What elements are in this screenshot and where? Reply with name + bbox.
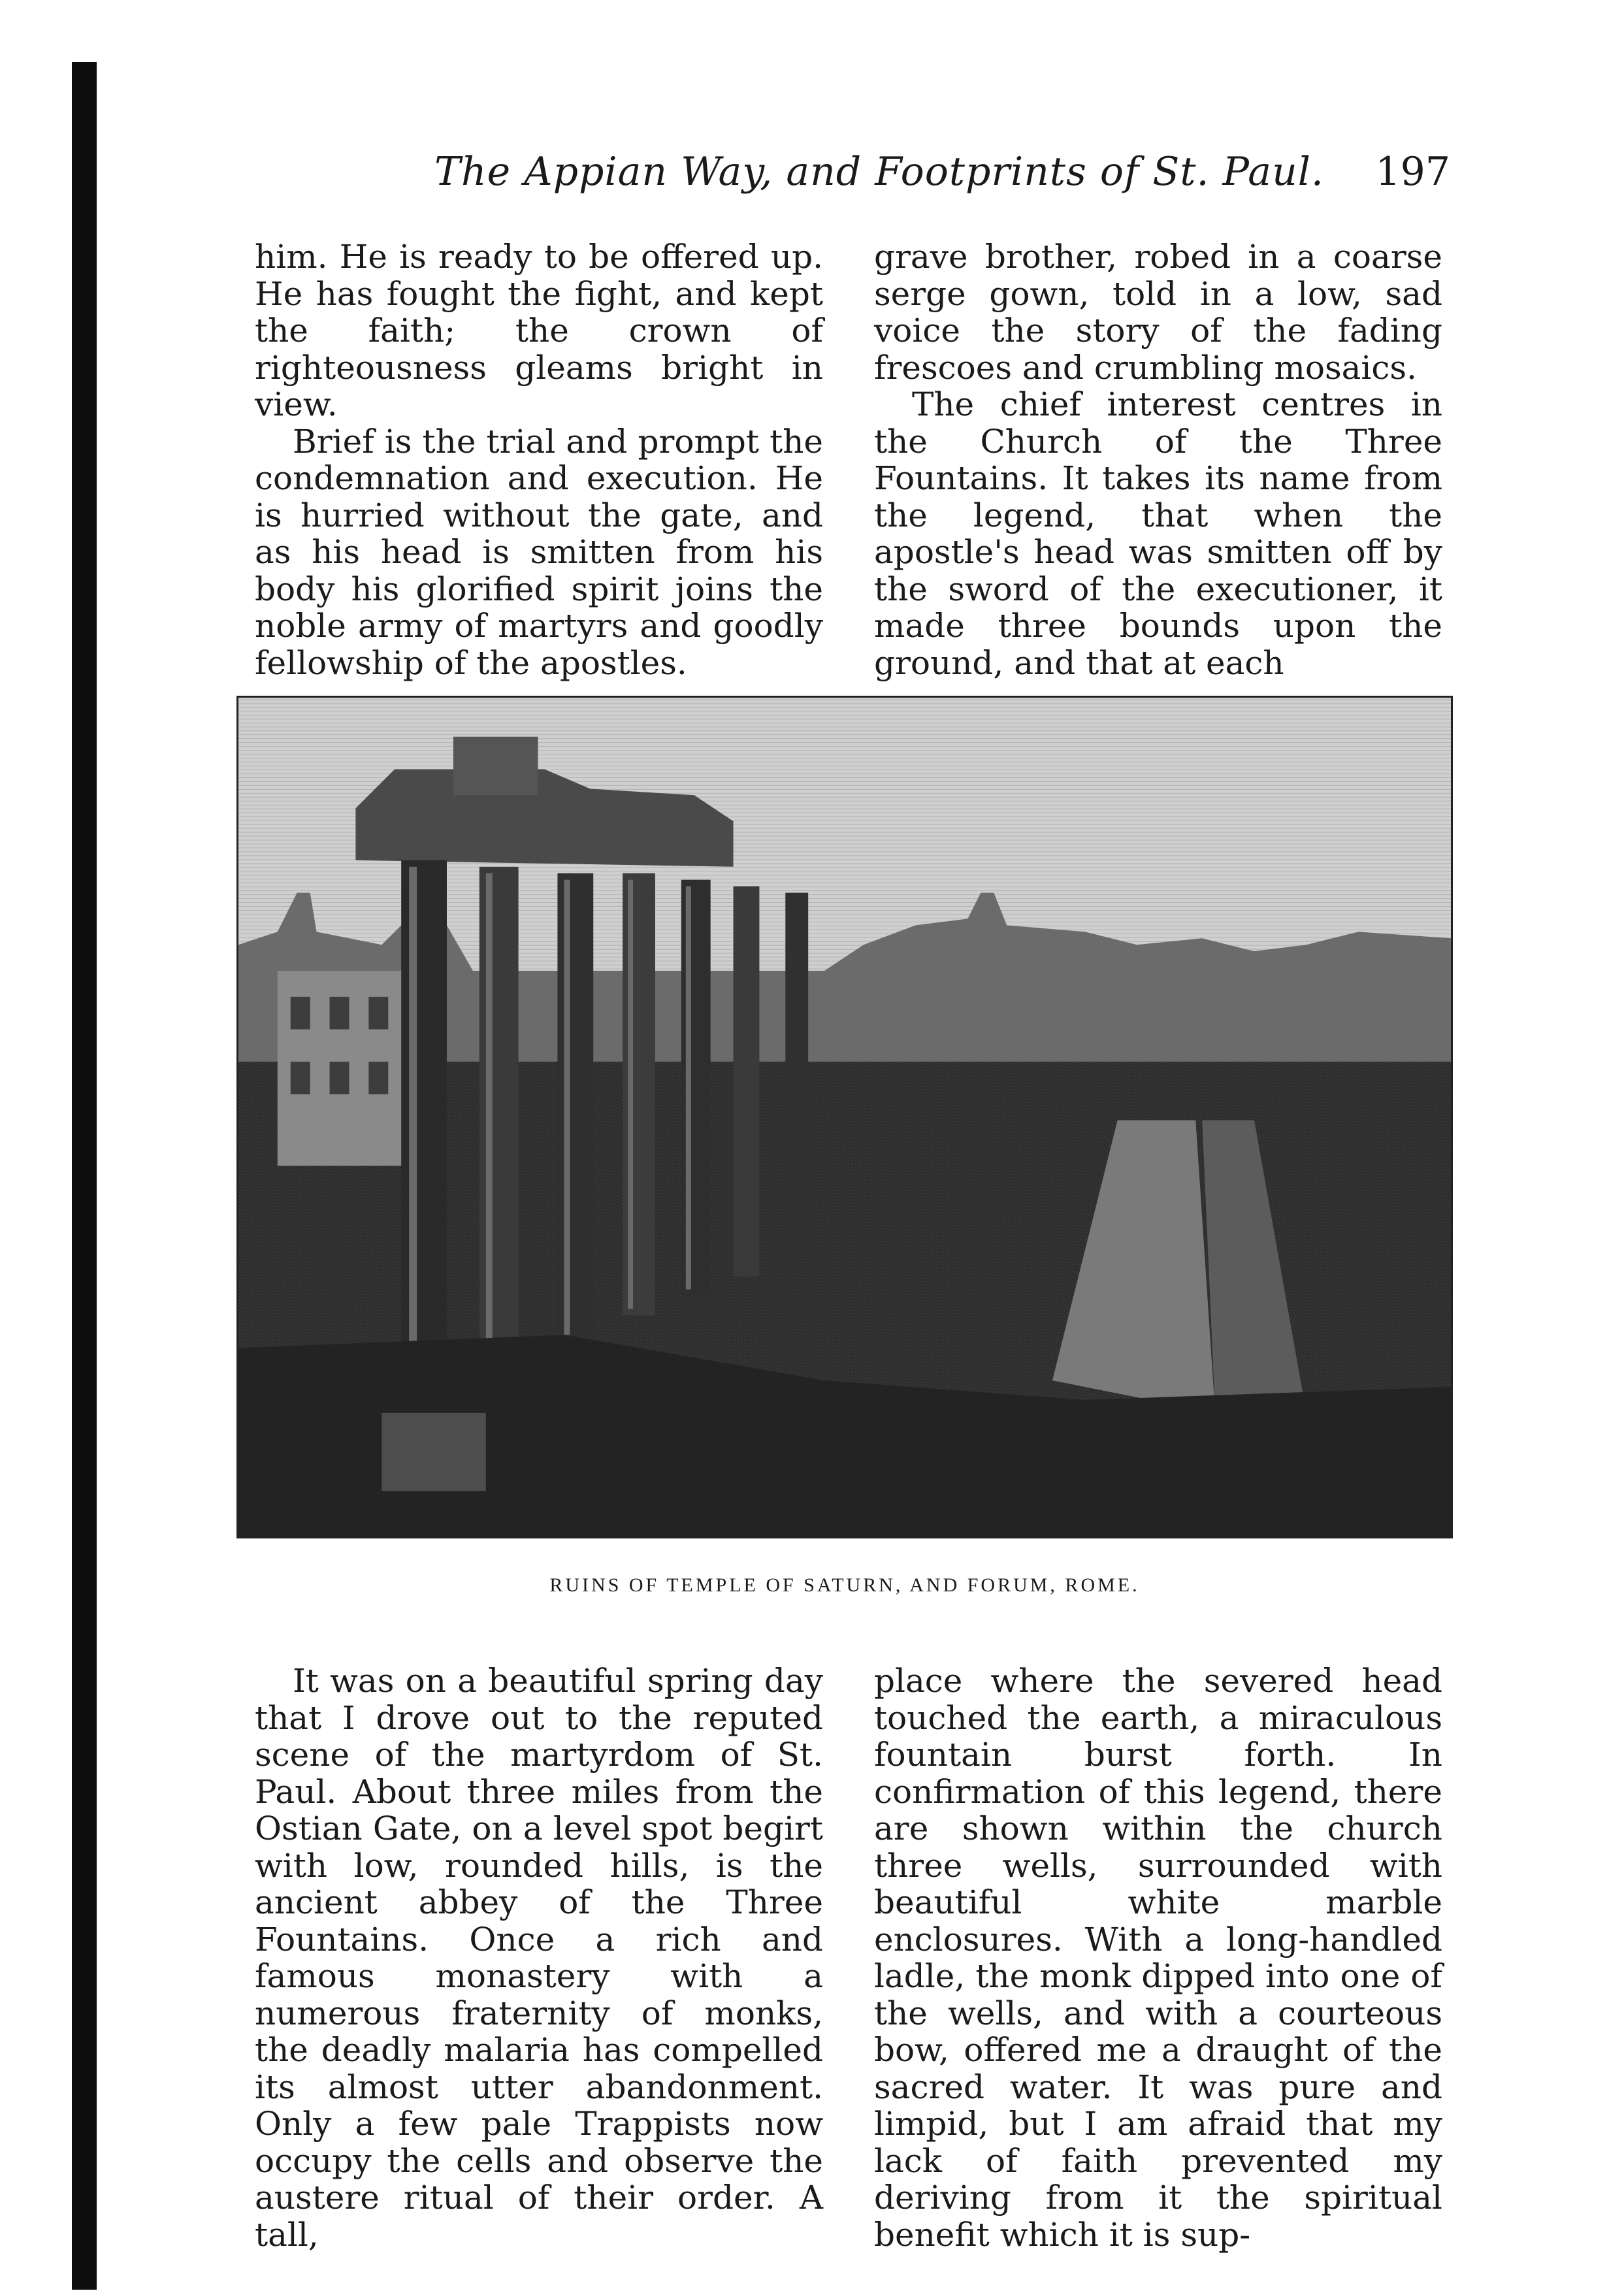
paragraph: place where the severed head touched the earth, a miraculous fountain burst forth. In confirmation of this legend, there are shown within the church three wells, surrounded with beautiful white marble enclosures. With a long-handled ladle, the monk dipped into one of the wells, and with a courteous bow, offered me a draught of the sacred water. It was pure and limpid, but I am afraid that my lack of faith prevented my deriving from it the spiritual benefit which it is sup-: [874, 1662, 1442, 2254]
bottom-right-column: [874, 1663, 1442, 2253]
forum-engraving: [236, 696, 1453, 1538]
engraving-image: [238, 698, 1451, 1536]
top-left-column: [255, 238, 823, 681]
illustration-caption: RUINS OF TEMPLE OF SATURN, AND FORUM, ROME.: [549, 1574, 1140, 1596]
page-header: [248, 142, 1450, 201]
paragraph: him. He is ready to be offered up. He has fought the fight, and kept the faith; the crown of righteousness gleams bright in view.: [255, 238, 823, 423]
paragraph: grave brother, robed in a coarse serge gown, told in a low, sad voice the story of the fading frescoes and crumbling mosaics.: [874, 238, 1442, 387]
paragraph: It was on a beautiful spring day that I drove out to the reputed scene of the martyrdom of St. Paul. About three miles from the Ostian Gate, on a level spot begirt with low, rounded hills, is the ancient abbey of the Three Fountains. Once a rich and famous monastery with a numerous fraternity of monks, the deadly malaria has compelled its almost utter abandonment. Only a few pale Trappists now occupy the cells and observe the austere ritual of their order. A tall,: [255, 1662, 823, 2254]
paragraph: The chief interest centres in the Church of the Three Fountains. It takes its name from the legend, that when the apostle's head was smitten off by the sword of the executioner, it made three bounds upon the ground, and that at each: [874, 385, 1442, 682]
binding-edge: [72, 62, 97, 2290]
page-number: 197: [1375, 149, 1450, 195]
running-head: The Appian Way, and Footprints of St. Paul.: [434, 149, 1324, 195]
top-right-column: [874, 238, 1442, 681]
paragraph: Brief is the trial and prompt the condemnation and execution. He is hurried without the gate, and as his head is smitten from his body his glorified spirit joins the noble army of martyrs and goodly fellowship of the apostles.: [255, 422, 823, 682]
bottom-left-column: [255, 1663, 823, 2253]
